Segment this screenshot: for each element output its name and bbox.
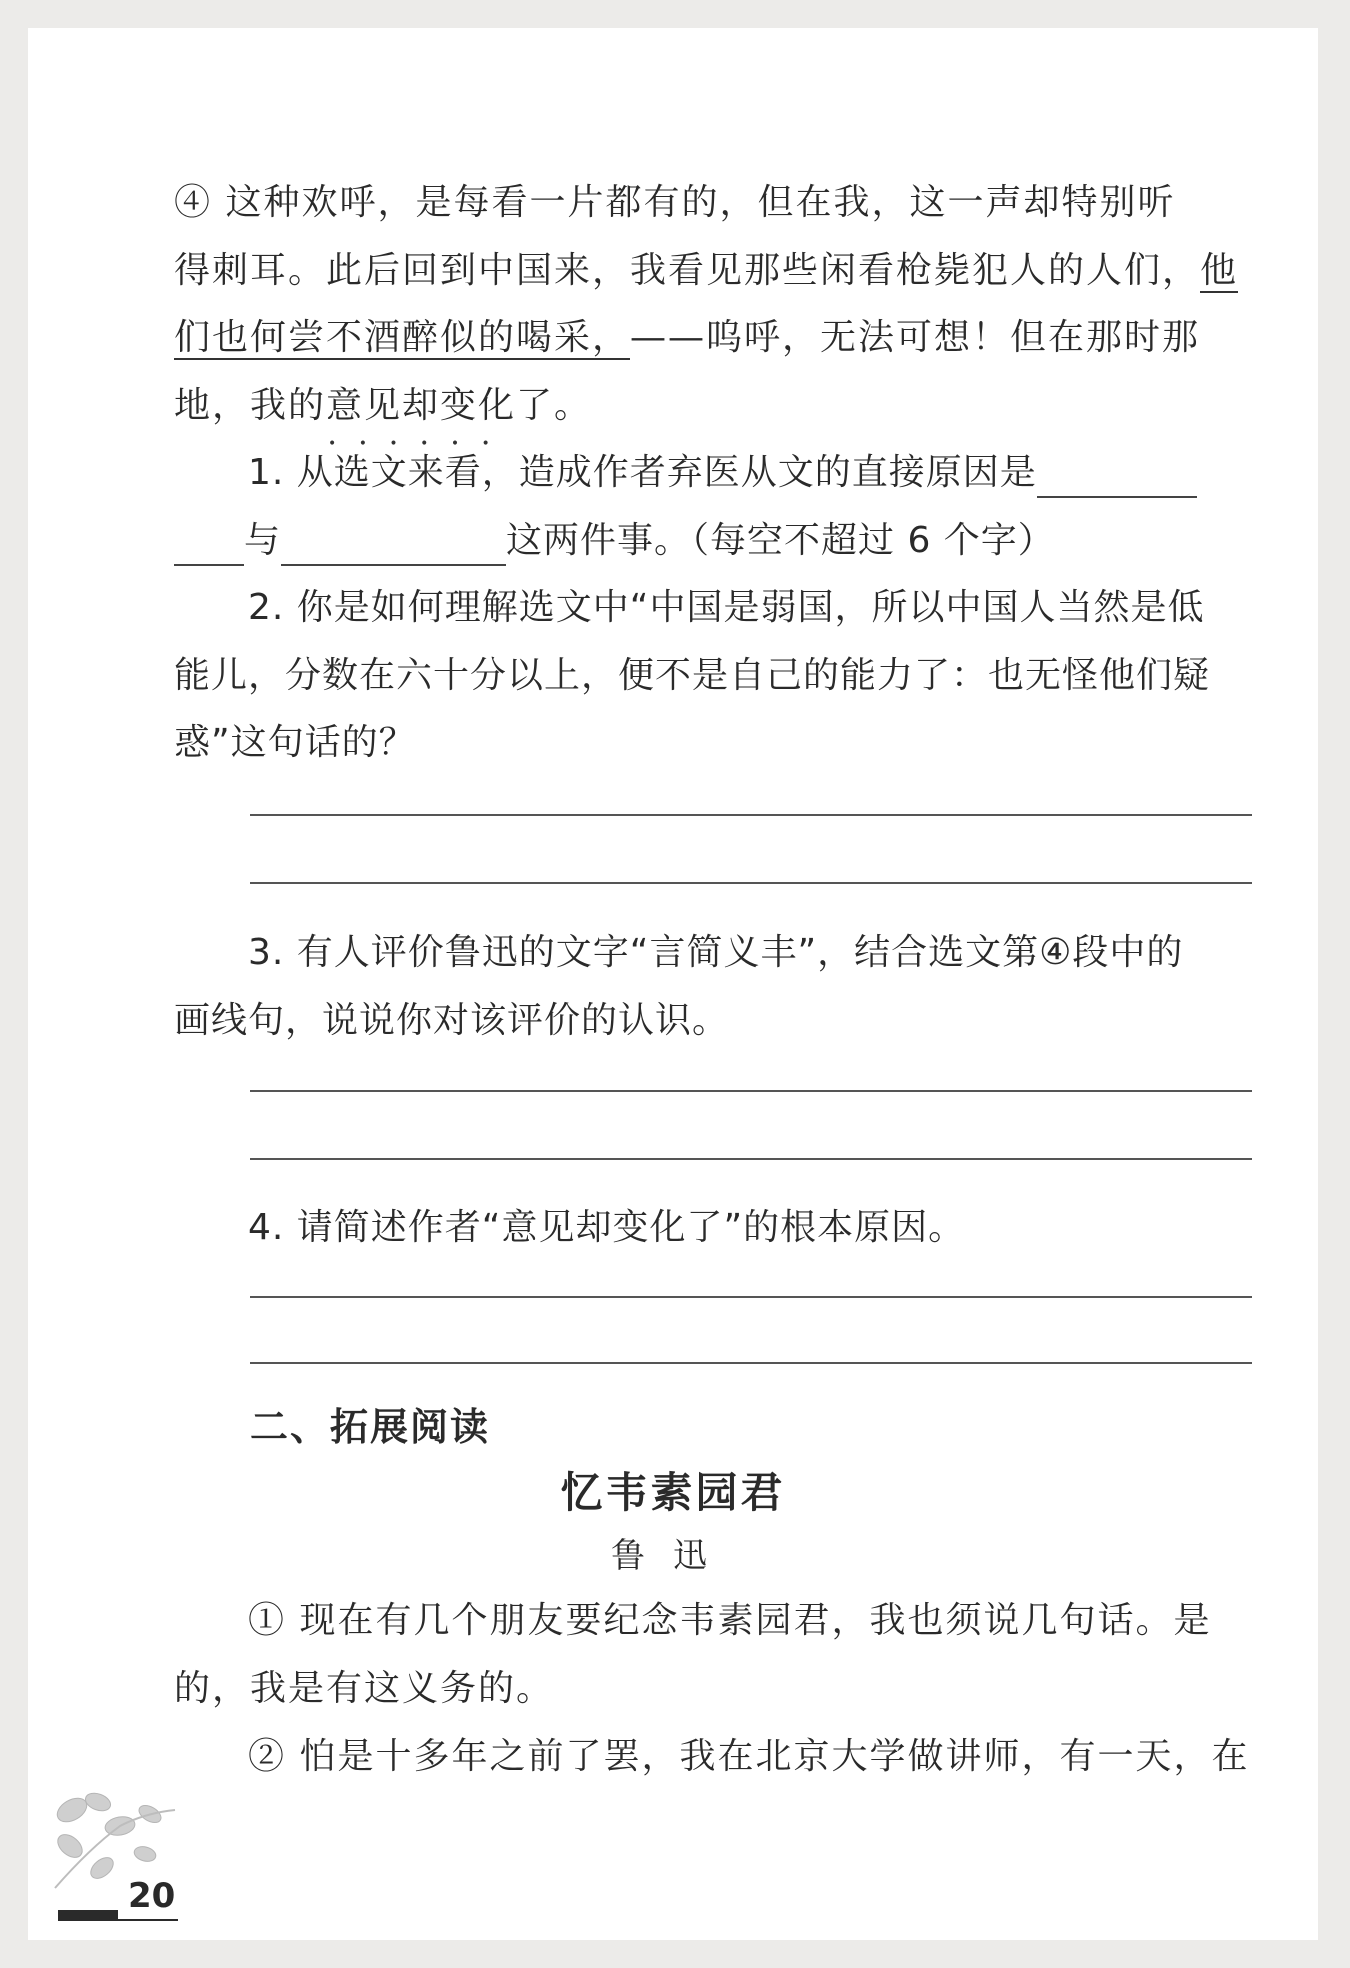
passage-p4-line2 <box>174 246 1252 296</box>
question-1-text: 1. 从选文来看，造成作者弃医从文的直接原因是 <box>248 452 1037 493</box>
passage-p4-line3-text: ——呜呼，无法可想！但在那时那 <box>630 317 1201 358</box>
answer-blank-1a[interactable] <box>1037 456 1197 498</box>
passage-p4-line3 <box>174 313 1252 363</box>
question-2-line2: 能儿，分数在六十分以上，便不是自己的能力了：也无怪他们疑 <box>174 655 1211 696</box>
question-3-line2: 画线句，说说你对该评价的认识。 <box>174 1000 730 1041</box>
question-1-tail: 这两件事。（每空不超过 6 个字） <box>506 520 1055 561</box>
answer-line-q4-2[interactable] <box>250 1362 1252 1364</box>
article-title: 忆韦素园君 <box>560 1468 786 1517</box>
article-p1-line1: ① 现在有几个朋友要纪念韦素园君，我也须说几句话。是 <box>248 1600 1212 1641</box>
section-heading: 二、拓展阅读 <box>250 1405 491 1449</box>
answer-line-q2-1[interactable] <box>250 814 1252 816</box>
answer-line-q3-1[interactable] <box>250 1090 1252 1092</box>
question-1-line2 <box>174 516 1252 566</box>
article-p1-line2: 的，我是有这义务的。 <box>174 1668 555 1709</box>
underlined-sentence-start: 他 <box>1200 250 1239 291</box>
answer-blank-1b[interactable] <box>281 524 506 566</box>
underlined-sentence-end: 们也何尝不酒醉似的喝采， <box>174 317 631 358</box>
question-3-line1: 3. 有人评价鲁迅的文字“言简义丰”，结合选文第④段中的 <box>248 932 1184 973</box>
passage-p4-line4 <box>174 381 1252 431</box>
question-1-with: 与 <box>244 520 282 561</box>
question-2-line1: 2. 你是如何理解选文中“中国是弱国，所以中国人当然是低 <box>248 587 1205 628</box>
question-1-line1 <box>248 448 1252 498</box>
emphasized-phrase: 意见却变化了 • • • <box>326 385 554 426</box>
question-4-line1: 4. 请简述作者“意见却变化了”的根本原因。 <box>248 1207 966 1248</box>
passage-p4-line4-text: 地，我的 <box>174 385 327 426</box>
answer-line-q2-2[interactable] <box>250 882 1252 884</box>
answer-blank-1a-cont[interactable] <box>174 524 244 566</box>
article-p2-line1: ② 怕是十多年之前了罢，我在北京大学做讲师，有一天，在 <box>248 1736 1250 1777</box>
passage-p4-line1: ④ 这种欢呼，是每看一片都有的，但在我，这一声却特别听 <box>174 182 1176 223</box>
article-author: 鲁迅 <box>611 1536 735 1576</box>
answer-line-q4-1[interactable] <box>250 1296 1252 1298</box>
answer-line-q3-2[interactable] <box>250 1158 1252 1160</box>
page-number-rule <box>58 1919 178 1921</box>
page-number: 20 <box>128 1876 176 1916</box>
passage-p4-line2-text: 得刺耳。此后回到中国来，我看见那些闲看枪毙犯人的人们， <box>174 250 1201 291</box>
page <box>28 28 1318 1940</box>
question-2-line3: 惑”这句话的？ <box>174 722 416 763</box>
passage-p4-line4-end: 。 <box>554 385 593 426</box>
